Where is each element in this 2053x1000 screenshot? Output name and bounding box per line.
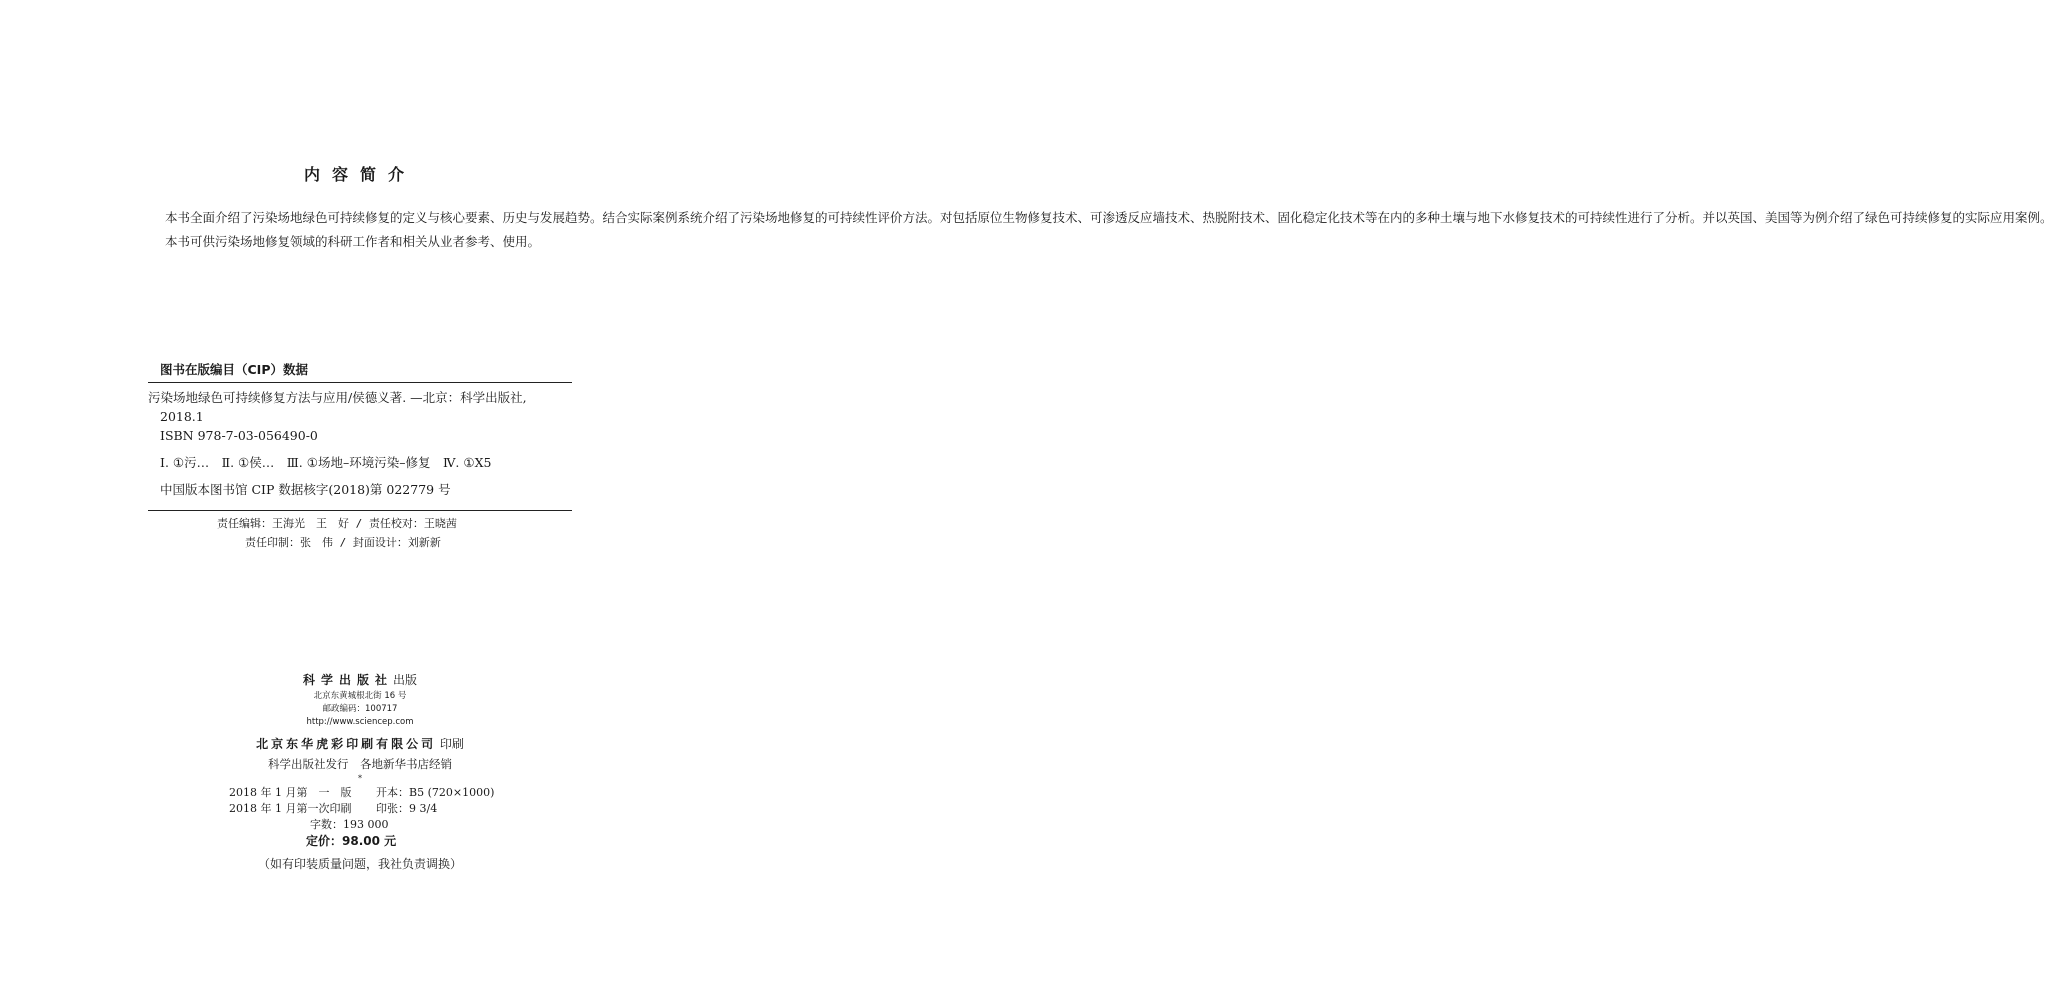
cip-record: [148, 388, 572, 499]
format-info: 开本：B5 (720×1000): [376, 786, 495, 799]
publisher-url: http://www.sciencep.com: [306, 717, 414, 727]
cip-bibliographic-line: 污染场地绿色可持续修复方法与应用/侯德义著. —北京：科学出版社,: [148, 390, 527, 405]
summary-paragraph: 本书全面介绍了污染场地绿色可持续修复的定义与核心要素、历史与发展趋势。结合实际案例系统介绍了污染场地修复的可持续性评价方法。对包括原位生物修复技术、可渗透反应墙技术、热脱附技术、固化稳定化技术等在内的多种土壤与地下水修复技术的可持续性进行了分析。并以英国、美国等为例介绍了绿色可持续修复的实际应用案例。: [165, 210, 2053, 225]
edition-info: 2018 年 1 月第 一 版: [229, 786, 352, 799]
colophon: [0, 670, 720, 849]
page-title: 内容简介: [303, 165, 416, 184]
printer-name: 北京东华虎彩印刷有限公司: [256, 737, 437, 751]
editors-line: 责任编辑：王海光 王 好 / 责任校对：王晓茜: [217, 517, 457, 530]
cip-top-rule: [148, 382, 572, 383]
production-line: 责任印制：张 伟 / 封面设计：刘新新: [245, 536, 441, 549]
separator-star: *: [358, 774, 362, 783]
summary-paragraph: 本书可供污染场地修复领域的科研工作者和相关从业者参考、使用。: [165, 233, 541, 249]
publisher-postcode: 邮政编码：100717: [322, 704, 398, 714]
quality-notice: （如有印装质量问题，我社负责调换）: [257, 857, 462, 871]
distribution-line: 科学出版社发行 各地新华书店经销: [268, 757, 452, 771]
price-value: 98.00: [342, 834, 380, 848]
price-label: 定价：: [306, 834, 343, 848]
cip-isbn: ISBN 978-7-03-056490-0: [160, 428, 318, 443]
word-count: 字数：193 000: [310, 818, 389, 831]
publication-facts: [0, 785, 720, 849]
summary-section: [140, 206, 2053, 253]
publisher-line: [0, 670, 720, 690]
cip-classification: Ⅰ. ①污… Ⅱ. ①侯… Ⅲ. ①场地–环境污染–修复 Ⅳ. ①X5: [160, 455, 492, 470]
price-unit: 元: [384, 834, 397, 848]
printer-line: [0, 733, 720, 755]
printer-suffix: 印刷: [439, 737, 464, 751]
price: [306, 833, 396, 849]
cip-bottom-rule: [148, 510, 572, 511]
publisher-name: 科学出版社: [302, 673, 393, 687]
cip-year-line: 2018.1: [160, 409, 204, 424]
publisher-suffix: 出版: [393, 673, 418, 687]
cip-heading: 图书在版编目（CIP）数据: [160, 362, 308, 377]
printing-info: 2018 年 1 月第一次印刷: [229, 802, 352, 815]
publisher-address: 北京东黄城根北街 16 号: [313, 691, 407, 701]
cip-number: 中国版本图书馆 CIP 数据核字(2018)第 022779 号: [160, 482, 451, 497]
editors-credits: [0, 514, 720, 552]
sheets-info: 印张：9 3/4: [376, 802, 438, 815]
